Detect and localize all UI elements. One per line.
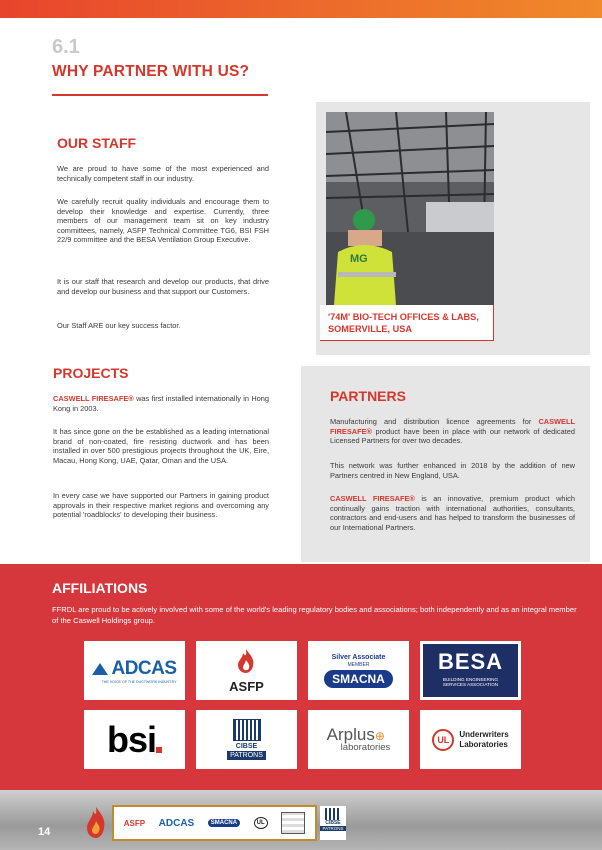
applus-logo: Arplus⊕ laboratories: [308, 710, 409, 769]
footer-certificate-icon: [281, 812, 305, 834]
adcas-mark-icon: [92, 663, 108, 675]
footer-flame-icon: [84, 806, 108, 840]
partners-paragraph-2: This network was further enhanced in 2018 by the addition of new Partners centred in New England, USA.: [330, 461, 575, 480]
besa-logo: BESA BUILDING ENGINEERING SERVICES ASSOCIATION: [420, 641, 521, 700]
our-staff-paragraph-4: Our Staff ARE our key success factor.: [57, 321, 181, 330]
brand-name: CASWELL FIRESAFE®: [330, 494, 415, 503]
title-underline: [52, 94, 268, 96]
footer-cibse-crest-icon: [325, 808, 341, 820]
partners-paragraph-1: Manufacturing and distribution licence agreements for CASWELL FIRESAFE® product have been in place with our network of dedicated Licensed Partners for over two decades.: [330, 417, 575, 446]
affiliations-text: FFRDL are proud to be actively involved with some of the world's leading regulatory bodies and associations; both independently and as an integral member of the Caswell Holdings group.: [52, 605, 577, 625]
partners-heading: PARTNERS: [330, 388, 406, 404]
bsi-dot-icon: [156, 747, 162, 753]
our-staff-paragraph-2: We carefully recruit quality individuals and encourage them to develop their knowledge and expertise. Currently, three members of our management team sit on key industry committees, namely, ASFP Technical Committee TG6, BSI FSH 22/9 committee and the BESA Ventilation Group Executive.: [57, 197, 269, 245]
brand-name: CASWELL FIRESAFE®: [330, 417, 575, 436]
section-title: WHY PARTNER WITH US?: [52, 63, 250, 80]
footer-asfp-logo: ASFP: [123, 818, 146, 828]
svg-text:MG: MG: [350, 253, 368, 265]
adcas-logo: ADCAS THE VOICE OF THE DUCTWORK INDUSTRY: [84, 641, 185, 700]
section-number: 6.1: [52, 36, 80, 58]
top-accent-bar: [0, 0, 602, 18]
footer-logo-strip: [112, 805, 317, 841]
footer-adcas-logo: ADCAS: [158, 817, 195, 829]
cibse-logo: CIBSE PATRONS: [196, 710, 297, 769]
cibse-crest-icon: [233, 719, 261, 741]
plus-icon: ⊕: [374, 729, 385, 744]
bsi-logo: bsi: [84, 710, 185, 769]
projects-paragraph-3: In every case we have supported our Partners in gaining product approvals in their respective market regions and overcoming any potential 'roadblocks' to developing their business.: [53, 491, 269, 520]
our-staff-paragraph-1: We are proud to have some of the most experienced and technically competent staff in our industry.: [57, 164, 269, 183]
asfp-logo: ASFP: [196, 641, 297, 700]
our-staff-heading: OUR STAFF: [57, 135, 137, 151]
footer-smacna-logo: SMACNA: [208, 819, 240, 827]
caption-line-1: '74M' BIO-TECH OFFICES & LABS,: [328, 312, 479, 322]
smacna-logo: Silver Associate MEMBER SMACNA: [308, 641, 409, 700]
projects-paragraph-2: It has since gone on the be established as a leading international brand of non-coated, fire resisting ductwork and has been installed in over 500 prestigious projects throughout the UK, Eire, Macau, Hong Kong, UAE, Qatar, Oman and the USA.: [53, 427, 269, 465]
caption-line-2: SOMERVILLE, USA: [328, 323, 413, 334]
flame-icon: [235, 648, 257, 674]
projects-heading: PROJECTS: [53, 365, 129, 381]
ul-mark-icon: UL: [432, 729, 454, 751]
photo-caption: [328, 312, 479, 335]
footer-ul-logo: UL: [254, 817, 268, 829]
brand-name: CASWELL FIRESAFE®: [53, 394, 134, 403]
site-photo: [326, 112, 494, 305]
ul-logo: UL Underwriters Laboratories: [420, 710, 521, 769]
projects-paragraph-1: CASWELL FIRESAFE® was first installed internationally in Hong Kong in 2003.: [53, 394, 269, 413]
footer-cibse-logo: CIBSE PATRONS: [320, 806, 346, 840]
page-number: 14: [38, 826, 51, 838]
affiliations-heading: AFFILIATIONS: [52, 580, 148, 596]
our-staff-paragraph-3: It is our staff that research and develop our products, that drive and develop our business and that support our Customers.: [57, 277, 269, 296]
partners-paragraph-3: CASWELL FIRESAFE® is an innovative, premium product which continually gains traction with international authorities, consultants, contractors and end-users and has helped to transform the businesses of our International Partners.: [330, 494, 575, 532]
